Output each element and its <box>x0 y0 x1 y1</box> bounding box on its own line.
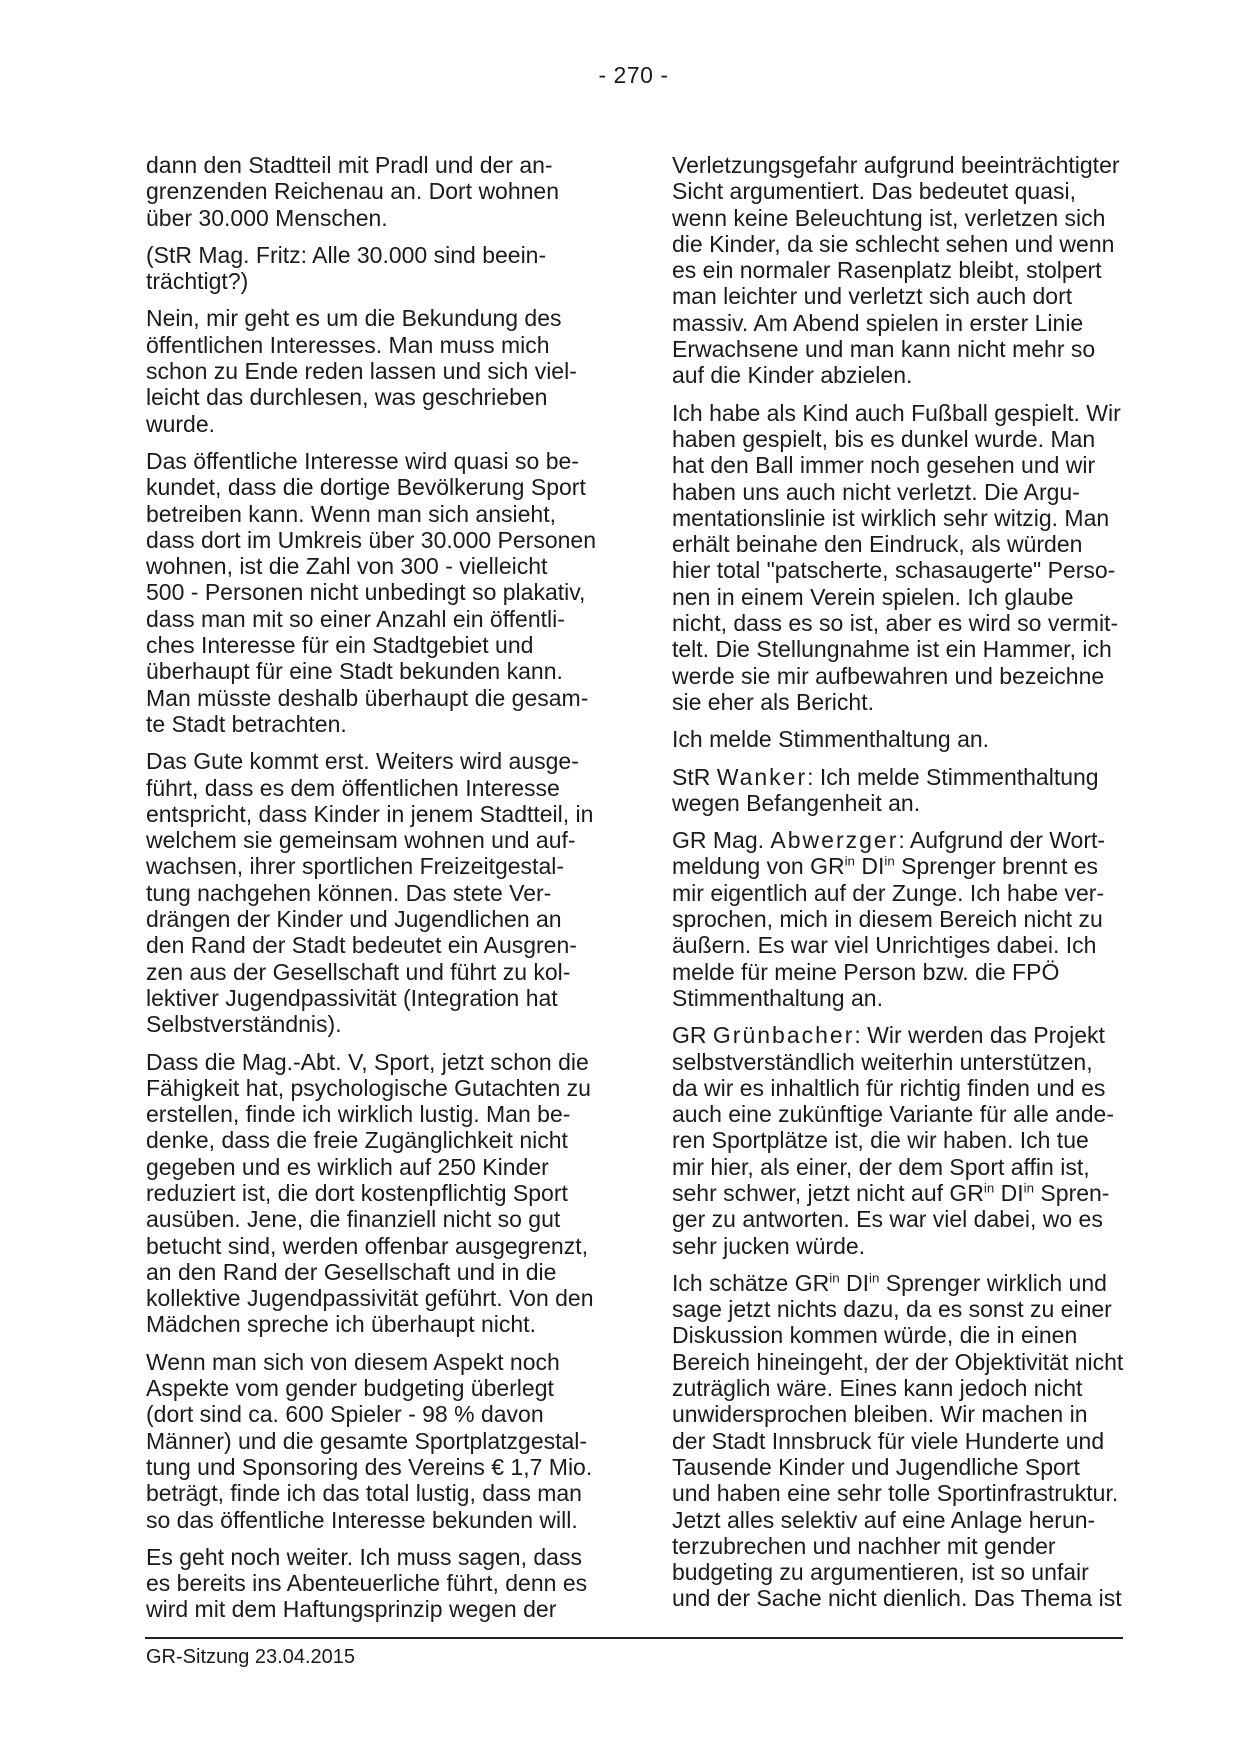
page-number: - 270 - <box>598 62 669 88</box>
text-column-right <box>672 152 1150 1612</box>
paragraph: Ich habe als Kind auch Fußball gespielt. Wir haben gespielt, bis es dunkel wurde. Man hat den Ball immer noch gesehen und wir haben uns auch nicht verletzt. Die Argu- mentationslinie ist wirklich sehr witzig. Man erhält beinahe den Eindruck, als würden hier total "patscherte, schasaugerte" Perso- nen in einem Verein spielen. Ich glaube nicht, dass es so ist, aber es wird so vermit- telt. Die Stellungnahme ist ein Hammer, ich werde sie mir aufbewahren und bezeichne sie eher als Bericht. <box>672 399 1121 715</box>
footer-divider <box>145 1637 1123 1639</box>
paragraph: Dass die Mag.-Abt. V, Sport, jetzt schon die Fähigkeit hat, psychologische Gutachten zu erstellen, finde ich wirklich lustig. Man be- denke, dass die freie Zugänglichkeit nicht gegeben und es wirklich auf 250 Kinder reduziert ist, die dort kostenpflichtig Sport ausüben. Jene, die finanziell nicht so gut betucht sind, werden offenbar ausgegrenzt, an den Rand der Gesellschaft und in die kollektive Jugendpassivität geführt. Von den Mädchen spreche ich überhaupt nicht. <box>146 1048 594 1338</box>
paragraph: Das Gute kommt erst. Weiters wird ausge- führt, dass es dem öffentlichen Interesse entspricht, dass Kinder in jenem Stadtteil, in welchem sie gemeinsam wohnen und auf- wachsen, ihrer sportlichen Freizeitgestal- tung nachgehen können. Das stete Ver- drängen der Kinder und Jugendlichen an den Rand der Stadt bedeutet ein Ausgren- zen aus der Gesellschaft und führt zu kol- lektiver Jugendpassivität (Integration hat Selbstverständnis). <box>146 748 594 1038</box>
paragraph: Verletzungsgefahr aufgrund beeinträchtigter Sicht argumentiert. Das bedeutet quasi, wenn keine Beleuchtung ist, verletzen sich die Kinder, da sie schlecht sehen und wenn es ein normaler Rasenplatz bleibt, stolpert man leichter und verletzt sich auch dort massiv. Am Abend spielen in erster Linie Erwachsene und man kann nicht mehr so auf die Kinder abzielen. <box>672 152 1120 389</box>
paragraph: dann den Stadtteil mit Pradl und der an- grenzenden Reichenau an. Dort wohnen über 30.000 Menschen. <box>146 152 560 231</box>
paragraph: GR Mag. Abwerzger: Aufgrund der Wort- meldung von $GR^{in}$ $DI^{in}$ Sprenger brennt es mir eigentlich auf der Zunge. Ich habe ver- sprochen, mich in diesem Bereich nicht zu äußern. Es war viel Unrichtiges dabei. Ich melde für meine Person bzw. die FPÖ Stimmenthaltung an. <box>672 827 1106 1011</box>
paragraph: Ich schätze $GR^{in}$ $DI^{in}$ Sprenger wirklich und sage jetzt nichts dazu, da es sonst zu einer Diskussion kommen würde, die in einen Bereich hineingeht, der der Objektivität nicht zuträglich wäre. Eines kann jedoch nicht unwidersprochen bleiben. Wir machen in der Stadt Innsbruck für viele Hunderte und Tausende Kinder und Jugendliche Sport und haben eine sehr tolle Sportinfrastruktur. Jetzt alles selektiv auf eine Anlage herun- terzubrechen und nachher mit gender budgeting zu argumentieren, ist so unfair und der Sache nicht dienlich. Das Thema ist <box>672 1269 1124 1612</box>
footer-text: GR-Sitzung 23.04.2015 <box>146 1646 356 1668</box>
paragraph: Es geht noch weiter. Ich muss sagen, dass es bereits ins Abenteuerliche führt, denn es wird mit dem Haftungsprinzip wegen der <box>146 1543 588 1623</box>
paragraph: GR Grünbacher: Wir werden das Projekt selbstverständlich weiterhin unterstützen, da wir es inhaltlich für richtig finden und es auch eine zukünftige Variante für alle ande- ren Sportplätze ist, die wir haben. Ich tue mir hier, als einer, der dem Sport affin ist, sehr schwer, jetzt nicht auf $GR^{in}$ $DI^{in}$ Spren- ger zu antworten. Es war viel dabei, wo es sehr jucken würde. <box>672 1022 1114 1259</box>
paragraph: Wenn man sich von diesem Aspekt noch Aspekte vom gender budgeting überlegt (dort sind ca. 600 Spieler - 98 % davon Männer) und die gesamte Sportplatzgestal- tung und Sponsoring des Vereins € 1,7 Mio. beträgt, finde ich das total lustig, dass man so das öffentliche Interesse bekunden will. <box>146 1348 593 1533</box>
paragraph: Ich melde Stimmenthaltung an. <box>672 726 990 753</box>
text-column-left <box>146 152 624 1623</box>
paragraph: StR Wanker: Ich melde Stimmenthaltung wegen Befangenheit an. <box>672 763 1099 816</box>
paragraph: Nein, mir geht es um die Bekundung des öffentlichen Interesses. Man muss mich schon zu Ende reden lassen und sich viel- leicht das durchlesen, was geschrieben wurde. <box>146 305 577 437</box>
paragraph: (StR Mag. Fritz: Alle 30.000 sind beein- trächtigt?) <box>146 241 547 295</box>
paragraph: Das öffentliche Interesse wird quasi so be- kundet, dass die dortige Bevölkerung Sport betreiben kann. Wenn man sich ansieht, dass dort im Umkreis über 30.000 Personen wohnen, ist die Zahl von 300 - vielleicht 500 - Personen nicht unbedingt so plakativ, dass man mit so einer Anzahl ein öffentli- ches Interesse für ein Stadtgebiet und überhaupt für eine Stadt bekunden kann. Man müsste deshalb überhaupt die gesam- te Stadt betrachten. <box>146 447 596 737</box>
